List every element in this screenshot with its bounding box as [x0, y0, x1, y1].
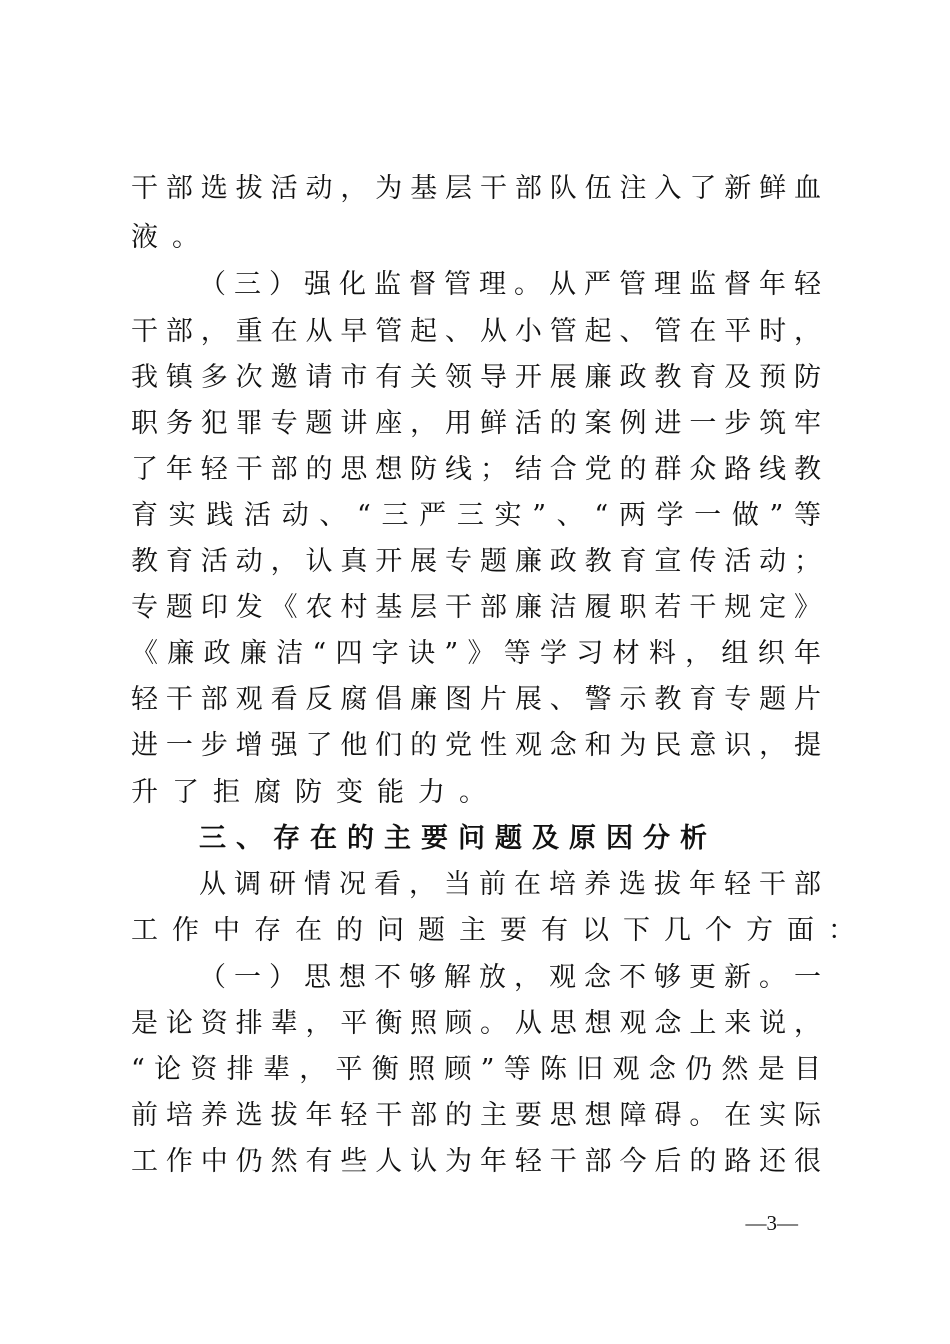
text-line-5: 我镇多次邀请市有关领导开展廉政教育及预防: [131, 362, 821, 393]
text-line-21: 前培养选拔年轻干部的主要思想障碍。在实际: [131, 1100, 821, 1131]
text-line-19: 是论资排辈，平衡照顾。从思想观念上来说，: [131, 1008, 821, 1039]
page-number: —3—: [745, 1211, 798, 1235]
text-line-6: 职务犯罪专题讲座，用鲜活的案例进一步筑牢: [131, 408, 821, 439]
text-line-13: 进一步增强了他们的党性观念和为民意识，提: [131, 730, 821, 761]
text-line-18: （一）思想不够解放，观念不够更新。一: [199, 962, 821, 993]
text-line-1: 干部选拔活动，为基层干部队伍注入了新鲜血: [131, 173, 821, 204]
text-line-9: 教育活动，认真开展专题廉政教育宣传活动；: [131, 546, 821, 577]
text-line-3: （三）强化监督管理。从严管理监督年轻: [199, 269, 821, 300]
text-line-8: 育实践活动、“三严三实”、“两学一做”等: [131, 500, 821, 531]
text-line-20: “论资排辈，平衡照顾”等陈旧观念仍然是目: [131, 1054, 821, 1085]
text-line-7: 了年轻干部的思想防线；结合党的群众路线教: [131, 454, 821, 485]
section-heading: 三、存在的主要问题及原因分析: [199, 823, 717, 854]
text-line-17: 工作中存在的问题主要有以下几个方面：: [131, 915, 869, 946]
text-line-22: 工作中仍然有些人认为年轻干部今后的路还很: [131, 1146, 821, 1177]
text-line-2: 液。: [131, 222, 213, 253]
text-line-14: 升了拒腐防变能力。: [131, 777, 500, 808]
text-line-10: 专题印发《农村基层干部廉洁履职若干规定》: [131, 592, 821, 623]
text-line-4: 干部，重在从早管起、从小管起、管在平时，: [131, 316, 821, 347]
text-line-12: 轻干部观看反腐倡廉图片展、警示教育专题片: [131, 684, 821, 715]
text-line-16: 从调研情况看，当前在培养选拔年轻干部: [199, 869, 821, 900]
text-line-11: 《廉政廉洁“四字诀”》等学习材料，组织年: [131, 638, 821, 669]
